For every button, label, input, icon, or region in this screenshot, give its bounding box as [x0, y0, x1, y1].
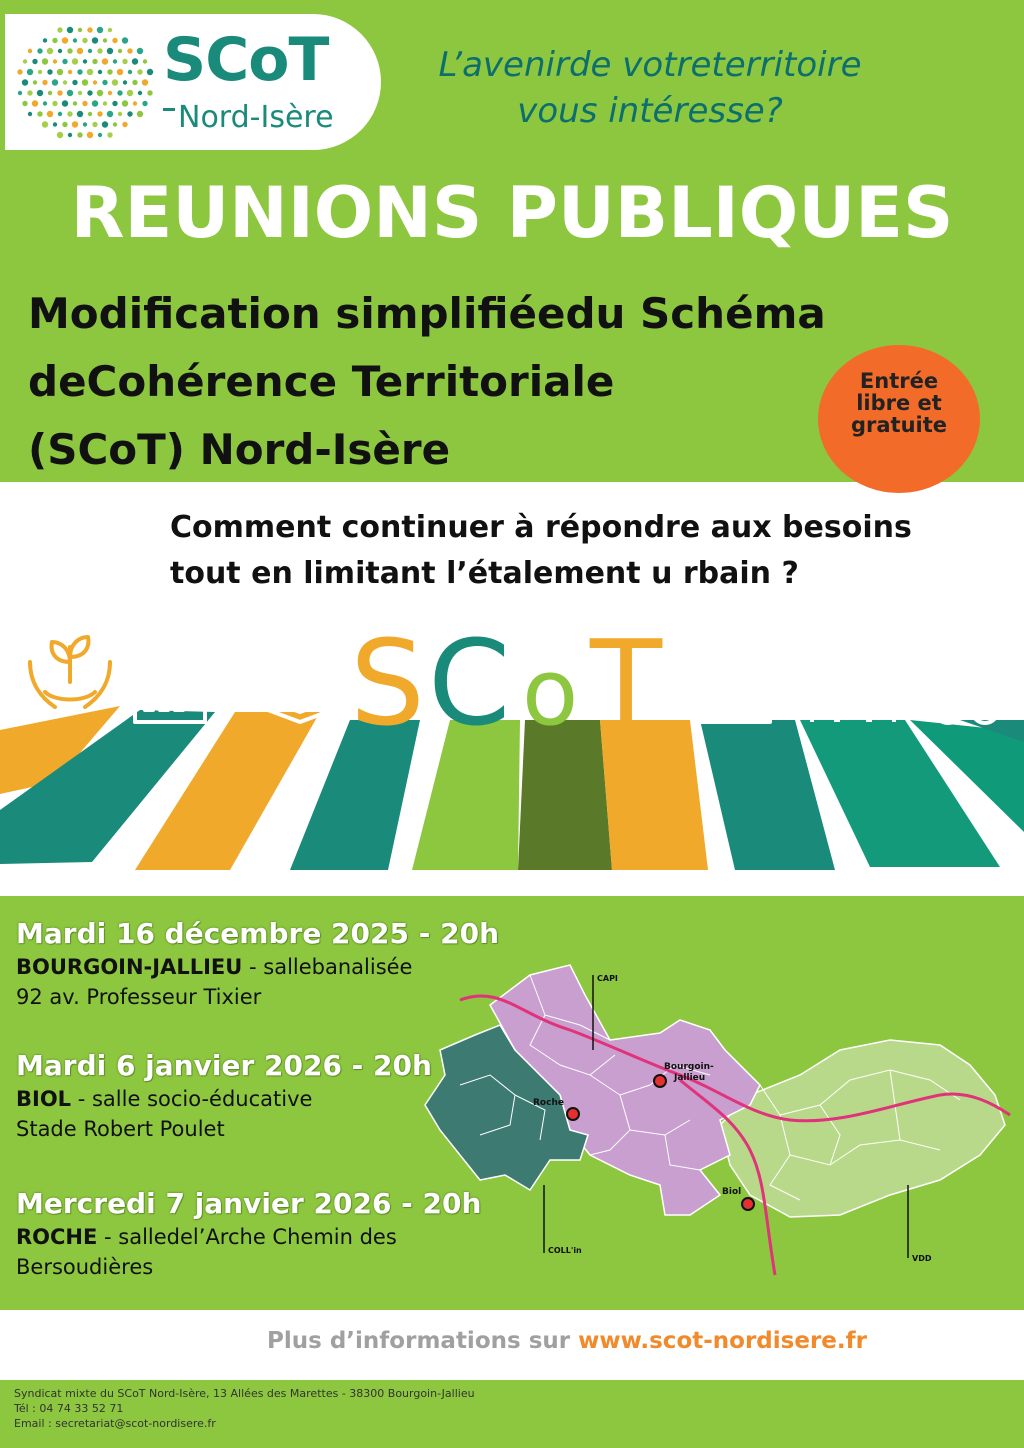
logo-dot — [18, 91, 22, 95]
more-info-prefix: Plus d’informations sur — [267, 1328, 579, 1354]
illus-letter-c: C — [428, 614, 511, 752]
logo-dot — [28, 49, 32, 53]
map-label-biol: Biol — [722, 1187, 742, 1197]
page-title: REUNIONS PUBLIQUES — [70, 172, 954, 254]
logo-dot — [83, 59, 87, 63]
logo-dot — [87, 90, 92, 95]
logo-dot — [82, 101, 87, 106]
logo-dot — [27, 90, 32, 95]
logo-dot — [82, 79, 88, 85]
logo-dot — [67, 111, 72, 116]
subtitle — [28, 280, 826, 484]
logo-dot — [22, 79, 28, 85]
logo-dot — [87, 27, 92, 32]
event-3-place: - salledel’Arche Chemin des — [97, 1225, 397, 1249]
logo-dot — [98, 70, 102, 74]
logo-dot — [118, 49, 122, 53]
logo-dot — [47, 111, 53, 117]
logo-dot — [112, 38, 117, 43]
logo-dot — [118, 112, 122, 116]
subtitle-line3: (SCoT) Nord-Isère — [28, 425, 451, 474]
event-3-address: Bersoudières — [16, 1255, 154, 1279]
logo-dot — [97, 48, 102, 53]
logo-dot — [132, 80, 137, 85]
logo-dot — [112, 79, 118, 85]
territory-map — [420, 955, 1020, 1285]
logo-dot — [103, 101, 107, 105]
logo-dot — [123, 80, 127, 84]
logo-dot — [83, 122, 87, 126]
logo-dot — [33, 80, 37, 84]
logo-dot — [92, 59, 97, 64]
logo-dot — [67, 48, 72, 53]
logo-dot — [42, 58, 48, 64]
logo-dot — [42, 80, 47, 85]
logo-dot — [73, 38, 77, 42]
more-info — [0, 1328, 1024, 1354]
logo-dot — [53, 122, 57, 126]
logo-dot — [27, 69, 33, 75]
logo-dot — [87, 69, 93, 75]
logo-dot — [53, 59, 57, 63]
logo-dot — [142, 101, 147, 106]
sprout-icon — [260, 646, 340, 722]
logo-dot — [112, 101, 117, 106]
event-2 — [16, 1048, 432, 1144]
map-label-capi: CAPI — [597, 974, 618, 983]
footer-address: Syndicat mixte du SCoT Nord-Isère, 13 Allées des Marettes - 38300 Bourgoin-Jallieu — [14, 1387, 475, 1400]
logo-dot — [17, 69, 22, 74]
logo-dot — [137, 69, 142, 74]
logo-dot — [57, 90, 62, 95]
logo-dot — [117, 69, 123, 75]
logo-dot — [78, 28, 82, 32]
badge-line2: libre et — [856, 391, 942, 415]
logo-dot — [78, 91, 82, 95]
logo-dot — [127, 48, 132, 53]
logo-dot — [113, 59, 117, 63]
logo-dot — [97, 90, 103, 96]
free-entry-badge-text — [818, 370, 980, 436]
logo-dot — [67, 27, 73, 33]
logo-dot — [107, 132, 112, 137]
logo-dot — [57, 132, 63, 138]
logo-dot — [58, 49, 62, 53]
logo-dot — [103, 38, 107, 42]
map-label-jallieu: Jallieu — [674, 1073, 706, 1083]
logo-dot — [52, 79, 58, 85]
logo-dot — [87, 132, 93, 138]
logo-dot — [58, 112, 62, 116]
logo-dot — [137, 48, 143, 54]
event-1-address: 92 av. Professeur Tixier — [16, 985, 262, 1009]
footer-email[interactable]: Email : secretariat@scot-nordisere.fr — [14, 1417, 216, 1430]
logo-dot — [127, 111, 132, 116]
website-link[interactable]: www.scot-nordisere.fr — [578, 1328, 867, 1354]
event-1-date: Mardi 16 décembre 2025 - 20h — [16, 917, 499, 950]
badge-line1: Entrée — [859, 369, 939, 393]
logo-dot — [92, 37, 98, 43]
logo-dot — [62, 100, 68, 106]
logo-dot — [23, 59, 27, 63]
logo-dot — [77, 48, 83, 54]
event-2-date: Mardi 6 janvier 2026 - 20h — [16, 1049, 432, 1082]
map-label-vdd: VDD — [912, 1254, 932, 1263]
logo-dot — [48, 91, 52, 95]
logo-brand: SCoT — [163, 25, 329, 95]
logo-dot — [32, 100, 38, 106]
logo-dot — [137, 111, 143, 117]
logo-dot — [97, 111, 102, 116]
scot-illustration — [0, 612, 1024, 882]
event-2-place: - salle socio-éducative — [71, 1087, 313, 1111]
event-1-city: BOURGOIN-JALLIEU — [16, 955, 243, 979]
logo-dot — [47, 69, 52, 74]
logo-dot — [28, 112, 32, 116]
illus-letter-o: o — [522, 639, 579, 746]
logo-dot — [102, 121, 108, 127]
logo-dot — [52, 101, 57, 106]
tagline-line1: L’avenirde votreterritoire — [438, 45, 862, 85]
cyclist-icon — [935, 652, 998, 723]
logo-dot — [93, 80, 97, 84]
logo-dot — [62, 37, 68, 43]
logo-dot — [77, 69, 82, 74]
illus-letter-s: S — [350, 614, 425, 752]
tagline — [400, 42, 900, 134]
logo-dot — [88, 49, 92, 53]
logo-dot — [108, 91, 112, 95]
subtitle-line2: deCohérence Territoriale — [28, 357, 615, 406]
event-3-city: ROCHE — [16, 1225, 98, 1249]
event-2-city: BIOL — [16, 1087, 72, 1111]
logo-dot — [142, 79, 148, 85]
logo-dot — [107, 69, 112, 74]
logo-dot — [122, 100, 128, 106]
logo-dot — [108, 28, 112, 32]
logo-dot — [92, 122, 97, 127]
logo-dot — [47, 48, 53, 54]
logo-dot — [98, 133, 102, 137]
logo-dot — [37, 48, 42, 53]
logo-dot — [57, 27, 62, 32]
event-3 — [16, 1186, 481, 1282]
logo-dot — [147, 69, 153, 75]
logo-dot — [62, 122, 67, 127]
logo-dot — [102, 58, 108, 64]
logo-dot — [32, 59, 37, 64]
logo-dot — [92, 100, 98, 106]
logo-dot — [37, 111, 42, 116]
map-label-roche: Roche — [533, 1098, 564, 1108]
logo-dot — [73, 101, 77, 105]
event-2-address: Stade Robert Poulet — [16, 1117, 225, 1141]
logo-dot — [67, 90, 73, 96]
logo-dot — [113, 122, 117, 126]
logo-dot — [107, 48, 113, 54]
hands-plant-icon — [30, 637, 110, 707]
question-line1: Comment continuer à répondre aux besoins — [170, 510, 912, 545]
logo-dot — [88, 112, 92, 116]
logo-dot — [43, 101, 47, 105]
footer-phone: Tél : 04 74 33 52 71 — [14, 1402, 124, 1415]
logo-dot — [102, 80, 107, 85]
map-marker-bourgoin — [654, 1075, 666, 1087]
logo-dot — [42, 121, 48, 127]
logo-dot — [77, 111, 83, 117]
map-marker-roche — [567, 1108, 579, 1120]
logo-dot — [138, 91, 142, 95]
event-2-place-line — [16, 1084, 432, 1114]
logo-dot — [72, 58, 78, 64]
footer-contact — [14, 1386, 475, 1431]
logo-dot — [143, 59, 147, 63]
logo-dot — [68, 70, 72, 74]
question-line2: tout en limitant l’étalement u rbain ? — [170, 556, 799, 591]
logo-dot — [57, 69, 63, 75]
logo-dot — [107, 111, 113, 117]
logo-dot — [72, 121, 78, 127]
logo-dot — [128, 70, 132, 74]
badge-line3: gratuite — [850, 413, 948, 437]
subtitle-line1: Modification simplifiéedu Schéma — [28, 289, 826, 338]
logo-subtitle: Nord-Isère — [178, 100, 334, 135]
logo-dot — [22, 101, 27, 106]
logo-dot — [147, 90, 152, 95]
logo-dot — [77, 132, 82, 137]
logo-dot — [72, 80, 77, 85]
map-marker-biol — [742, 1198, 754, 1210]
event-3-date: Mercredi 7 janvier 2026 - 20h — [16, 1187, 482, 1220]
logo-dot — [38, 70, 42, 74]
logo-dot — [122, 37, 128, 43]
logo-dot — [122, 122, 127, 127]
tagline-line2: vous intéresse? — [517, 91, 783, 131]
logo-dots-icon — [14, 24, 160, 142]
map-label-bourgoin: Bourgoin- — [664, 1062, 714, 1072]
logo-dot — [52, 38, 57, 43]
logo-dot — [122, 59, 127, 64]
logo-dot — [97, 27, 103, 33]
logo-dot — [117, 90, 122, 95]
buildings-icon — [700, 642, 770, 722]
logo-dot — [43, 38, 47, 42]
logo-divider — [163, 108, 175, 111]
illus-letter-t: T — [590, 614, 663, 752]
logo-dot — [68, 133, 72, 137]
logo-dot — [82, 38, 87, 43]
logo-dot — [127, 90, 133, 96]
question-text — [170, 505, 1020, 597]
logo-dot — [63, 80, 67, 84]
event-1-place: - sallebanalisée — [242, 955, 413, 979]
logo-dot — [133, 101, 137, 105]
logo-dot — [132, 58, 138, 64]
logo-dot — [37, 90, 43, 96]
map-label-collin: COLL'in — [548, 1246, 582, 1255]
logo-dot — [62, 59, 67, 64]
event-3-place-line — [16, 1222, 481, 1252]
family-icon — [812, 653, 894, 722]
